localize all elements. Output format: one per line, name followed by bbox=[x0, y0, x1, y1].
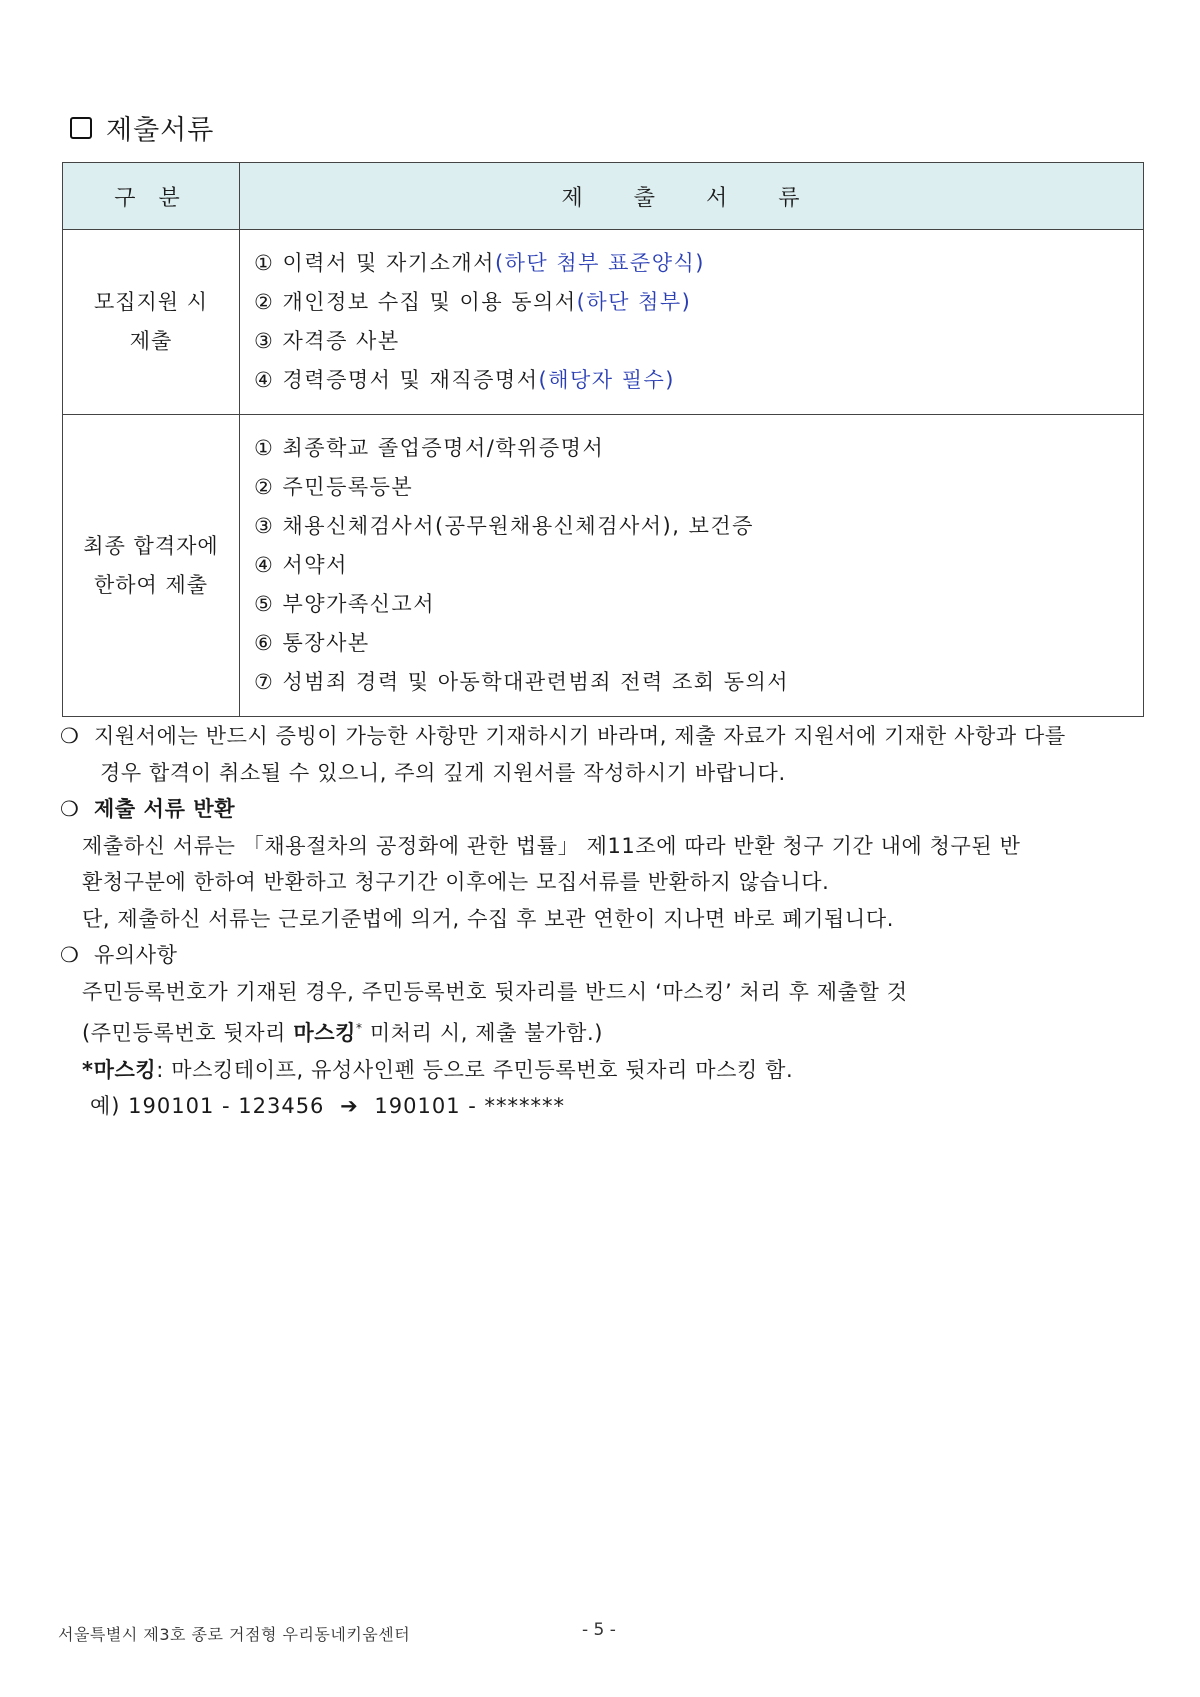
category-line: 제출 bbox=[129, 329, 173, 353]
checkbox-square-icon bbox=[70, 117, 92, 139]
note-caution2-line bbox=[60, 1010, 1150, 1052]
text: : 마스킹테이프, 유성사인펜 등으로 주민등록번호 뒷자리 마스킹 함. bbox=[156, 1057, 794, 1082]
category-line: 한하여 제출 bbox=[93, 572, 209, 597]
list-item: ⑥ 통장사본 bbox=[254, 631, 370, 655]
item-text: ④ 경력증명서 및 재직증명서 bbox=[254, 368, 539, 392]
note-return-line: 환청구분에 한하여 반환하고 청구기간 이후에는 모집서류를 반환하지 않습니다. bbox=[82, 870, 830, 894]
item-note: (하단 첨부 표준양식) bbox=[494, 251, 705, 275]
note-return-heading bbox=[60, 791, 1150, 828]
asterisk-sup: * bbox=[356, 1021, 363, 1035]
category-line: 최종 합격자에 bbox=[83, 533, 219, 558]
footer-org: 서울특별시 제3호 종로 거점형 우리동네키움센터 bbox=[58, 1625, 411, 1644]
list-item bbox=[254, 322, 1129, 361]
text: 미처리 시, 제출 불가함.) bbox=[362, 1021, 604, 1045]
category-cell bbox=[63, 415, 240, 717]
page-number: - 5 - bbox=[582, 1620, 616, 1640]
list-item bbox=[254, 283, 1129, 322]
note-caution2-line bbox=[60, 1052, 1150, 1089]
table-row bbox=[63, 415, 1144, 717]
circle-bullet-icon: ❍ bbox=[60, 797, 80, 821]
arrow-right-icon: ➔ bbox=[340, 1094, 359, 1118]
text: (주민등록번호 뒷자리 bbox=[82, 1021, 294, 1045]
note-caution-line bbox=[60, 718, 1150, 755]
circle-bullet-icon: ❍ bbox=[60, 724, 80, 748]
note-caution-line: 경우 합격이 취소될 수 있으니, 주의 깊게 지원서를 작성하시기 바랍니다. bbox=[100, 760, 786, 785]
header-documents: 제 출 서 류 bbox=[240, 163, 1144, 230]
item-text: ② 개인정보 수집 및 이용 동의서 bbox=[254, 290, 577, 314]
note-text: 지원서에는 반드시 증빙이 가능한 사항만 기재하시기 바라며, 제출 자료가 지원서에 기재한 사항과 다를 bbox=[94, 724, 1066, 748]
list-item: ⑦ 성범죄 경력 및 아동학대관련범죄 전력 조회 동의서 bbox=[254, 670, 790, 694]
list-item: ④ 서약서 bbox=[254, 553, 348, 577]
item-note: (하단 첨부) bbox=[576, 290, 692, 314]
header-category: 구 분 bbox=[63, 163, 240, 230]
item-text: ① 이력서 및 자기소개서 bbox=[254, 251, 495, 275]
heading-text: 제출 서류 반환 bbox=[94, 797, 236, 821]
heading-text: 유의사항 bbox=[94, 943, 178, 967]
note-caution2-line: 주민등록번호가 기재된 경우, 주민등록번호 뒷자리를 반드시 ‘마스킹’ 처리 후 제출할 것 bbox=[82, 979, 908, 1004]
list-item: ⑤ 부양가족신고서 bbox=[254, 592, 436, 616]
category-line: 모집지원 시 bbox=[93, 290, 209, 314]
item-note: (해당자 필수) bbox=[538, 368, 675, 392]
list-item: ② 주민등록등본 bbox=[254, 475, 414, 499]
item-text: ③ 자격증 사본 bbox=[254, 329, 400, 353]
example-line bbox=[60, 1088, 1150, 1125]
list-item bbox=[254, 361, 1129, 400]
section-title: 제출서류 bbox=[106, 115, 215, 146]
list-item: ① 최종학교 졸업증명서/학위증명서 bbox=[254, 436, 605, 460]
category-cell bbox=[63, 230, 240, 415]
section-heading bbox=[70, 108, 214, 147]
bold-text: 마스킹 bbox=[293, 1021, 356, 1045]
items-cell bbox=[240, 415, 1144, 717]
items-cell bbox=[240, 230, 1144, 415]
documents-table bbox=[62, 162, 1144, 717]
circle-bullet-icon: ❍ bbox=[60, 943, 80, 967]
note-return-line: 제출하신 서류는 「채용절차의 공정화에 관한 법률」 제11조에 따라 반환 청구 기간 내에 청구된 반 bbox=[82, 833, 1021, 858]
table-row bbox=[63, 230, 1144, 415]
example-after: 190101 - ******* bbox=[374, 1094, 565, 1118]
list-item: ③ 채용신체검사서(공무원채용신체검사서), 보건증 bbox=[254, 514, 754, 538]
note-return-line: 단, 제출하신 서류는 근로기준법에 의거, 수집 후 보관 연한이 지나면 바로 폐기됩니다. bbox=[82, 906, 894, 931]
table-header-row bbox=[63, 163, 1144, 230]
list-item bbox=[254, 244, 1129, 283]
bold-text: *마스킹 bbox=[82, 1057, 157, 1082]
example-before: 예) 190101 - 123456 bbox=[90, 1094, 325, 1118]
note-caution2-heading bbox=[60, 937, 1150, 974]
notes-section bbox=[60, 718, 1150, 1125]
